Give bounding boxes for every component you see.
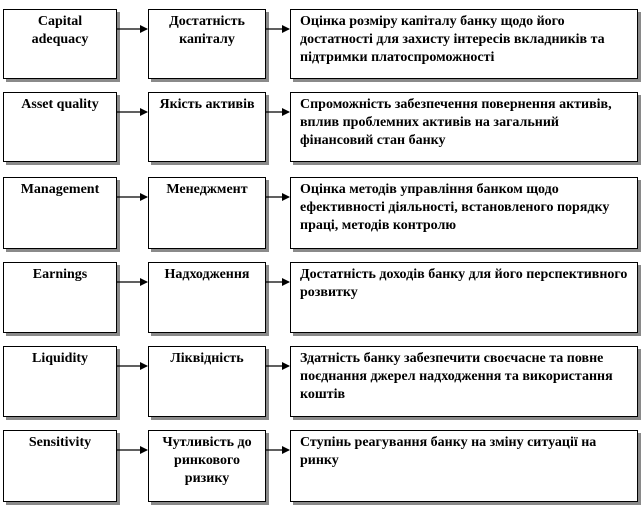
indicator-label: Liquidity	[31, 351, 89, 366]
indicator-label: Earnings	[32, 267, 88, 282]
description-text: Спроможність забезпечення повернення активів, вплив проблемних активів на загальний фінансовий стан банку	[300, 97, 612, 148]
description-box-asset-quality	[290, 92, 638, 162]
indicator-box-liquidity	[3, 346, 117, 417]
translation-box-capital-adequacy	[148, 9, 266, 79]
description-text: Оцінка методів управління банком щодо ефективності діяльності, встановленого порядку праці, методів контролю	[300, 182, 610, 233]
translation-box-management	[148, 177, 266, 249]
description-box-sensitivity	[290, 430, 638, 502]
description-text: Ступінь реагування банку на зміну ситуації на ринку	[300, 435, 597, 468]
translation-label: Якість активів	[159, 97, 255, 112]
description-text: Достатність доходів банку для його перспективного розвитку	[300, 267, 628, 300]
translation-label: Менеджмент	[166, 182, 248, 197]
translation-box-earnings	[148, 262, 266, 333]
translation-box-sensitivity	[148, 430, 266, 502]
translation-label: Достатність капіталу	[169, 14, 245, 47]
translation-box-liquidity	[148, 346, 266, 417]
translation-label: Ліквідність	[170, 351, 244, 366]
indicator-box-earnings	[3, 262, 117, 333]
description-box-management	[290, 177, 638, 249]
indicator-label: Sensitivity	[28, 435, 92, 450]
translation-box-asset-quality	[148, 92, 266, 162]
description-box-liquidity	[290, 346, 638, 417]
translation-label: Чутливість до ринкового ризику	[162, 435, 252, 486]
indicator-box-management	[3, 177, 117, 249]
indicator-box-capital-adequacy	[3, 9, 117, 79]
description-text: Здатність банку забезпечити своєчасне та повне поєднання джерел надходження та використання коштів	[300, 351, 613, 402]
description-box-earnings	[290, 262, 638, 333]
description-text: Оцінка розміру капіталу банку щодо його достатності для захисту інтересів вкладників та підтримки платоспроможності	[300, 14, 605, 65]
indicator-label: Asset quality	[21, 97, 99, 112]
translation-label: Надходження	[164, 267, 250, 282]
indicator-label: Management	[20, 182, 100, 197]
indicator-label: Capital adequacy	[31, 14, 89, 47]
indicator-box-sensitivity	[3, 430, 117, 502]
indicator-box-asset-quality	[3, 92, 117, 162]
description-box-capital-adequacy	[290, 9, 638, 79]
